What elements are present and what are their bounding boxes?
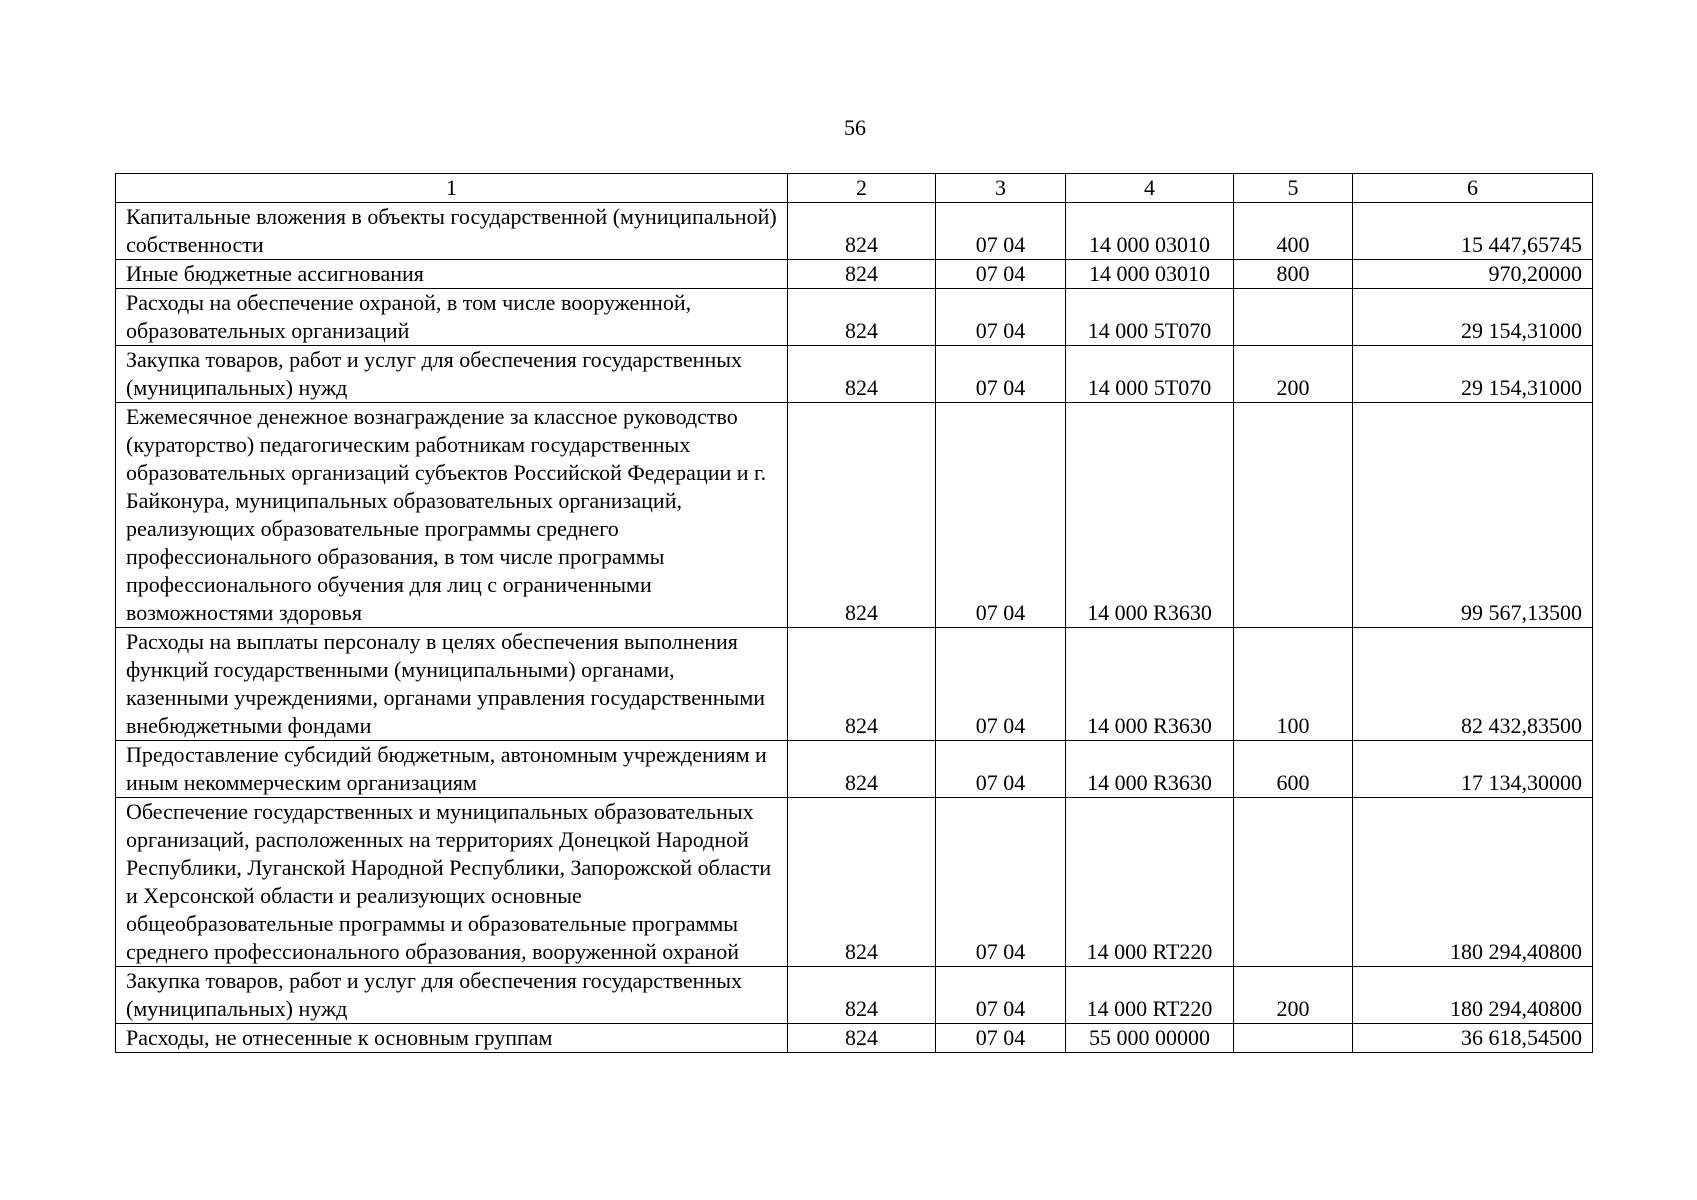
table-row (116, 628, 1593, 741)
row-code-4: 14 000 5Т070 (1066, 346, 1234, 403)
row-code-5: 100 (1234, 628, 1353, 741)
row-code-3: 07 04 (936, 967, 1066, 1024)
row-name: Обеспечение государственных и муниципальных образовательных организаций, расположенных на территориях Донецкой Народной Республики, Луганской Народной Республики, Запорожской области и Херсонской области и реализующих основные общеобразовательные программы и образовательные программы среднего профессионального образования, вооруженной охраной (116, 798, 788, 967)
row-amount: 970,20000 (1353, 260, 1593, 289)
table-header-row (116, 174, 1593, 203)
row-amount: 99 567,13500 (1353, 403, 1593, 628)
row-amount: 180 294,40800 (1353, 967, 1593, 1024)
table-row (116, 403, 1593, 628)
row-code-2: 824 (788, 403, 936, 628)
table-row (116, 203, 1593, 260)
row-code-2: 824 (788, 203, 936, 260)
row-code-5 (1234, 289, 1353, 346)
row-code-4: 55 000 00000 (1066, 1024, 1234, 1053)
table-row (116, 260, 1593, 289)
row-amount: 15 447,65745 (1353, 203, 1593, 260)
row-code-5 (1234, 798, 1353, 967)
row-code-2: 824 (788, 741, 936, 798)
row-code-5 (1234, 403, 1353, 628)
row-code-4: 14 000 R3630 (1066, 741, 1234, 798)
row-code-5: 600 (1234, 741, 1353, 798)
row-code-4: 14 000 5Т070 (1066, 289, 1234, 346)
column-header-2: 2 (788, 174, 936, 203)
row-code-3: 07 04 (936, 403, 1066, 628)
row-code-2: 824 (788, 289, 936, 346)
row-code-5: 200 (1234, 346, 1353, 403)
row-amount: 29 154,31000 (1353, 289, 1593, 346)
row-code-3: 07 04 (936, 260, 1066, 289)
page-number: 56 (844, 115, 866, 140)
row-amount: 82 432,83500 (1353, 628, 1593, 741)
row-code-2: 824 (788, 798, 936, 967)
row-code-3: 07 04 (936, 346, 1066, 403)
row-amount: 36 618,54500 (1353, 1024, 1593, 1053)
row-name: Предоставление субсидий бюджетным, автономным учреждениям и иным некоммерческим организациям (116, 741, 788, 798)
row-name: Расходы на выплаты персоналу в целях обеспечения выполнения функций государственными (муниципальными) органами, казенными учреждениями, органами управления государственными внебюджетными фондами (116, 628, 788, 741)
row-name: Закупка товаров, работ и услуг для обеспечения государственных (муниципальных) нужд (116, 967, 788, 1024)
column-header-3: 3 (936, 174, 1066, 203)
row-name: Ежемесячное денежное вознаграждение за классное руководство (кураторство) педагогическим работникам государственных образовательных организаций субъектов Российской Федерации и г. Байконура, муниципальных образовательных организаций, реализующих образовательные программы среднего профессионального образования, в том числе программы профессионального обучения для лиц с ограниченными возможностями здоровья (116, 403, 788, 628)
table-row (116, 1024, 1593, 1053)
table-row (116, 798, 1593, 967)
row-code-2: 824 (788, 260, 936, 289)
row-code-4: 14 000 03010 (1066, 260, 1234, 289)
row-code-5: 400 (1234, 203, 1353, 260)
row-code-2: 824 (788, 1024, 936, 1053)
row-code-4: 14 000 R3630 (1066, 403, 1234, 628)
row-code-3: 07 04 (936, 289, 1066, 346)
column-header-6: 6 (1353, 174, 1593, 203)
row-code-3: 07 04 (936, 798, 1066, 967)
column-header-1: 1 (116, 174, 788, 203)
column-header-4: 4 (1066, 174, 1234, 203)
row-code-5: 800 (1234, 260, 1353, 289)
row-name: Расходы, не отнесенные к основным группам (116, 1024, 788, 1053)
row-code-3: 07 04 (936, 741, 1066, 798)
row-code-2: 824 (788, 346, 936, 403)
row-code-5 (1234, 1024, 1353, 1053)
row-amount: 29 154,31000 (1353, 346, 1593, 403)
row-code-3: 07 04 (936, 1024, 1066, 1053)
row-name: Закупка товаров, работ и услуг для обеспечения государственных (муниципальных) нужд (116, 346, 788, 403)
row-code-2: 824 (788, 628, 936, 741)
row-code-4: 14 000 RT220 (1066, 798, 1234, 967)
table-row (116, 741, 1593, 798)
row-code-3: 07 04 (936, 203, 1066, 260)
row-code-4: 14 000 RT220 (1066, 967, 1234, 1024)
table-row (116, 289, 1593, 346)
row-code-3: 07 04 (936, 628, 1066, 741)
budget-table (115, 173, 1593, 1053)
table-row (116, 346, 1593, 403)
row-code-5: 200 (1234, 967, 1353, 1024)
column-header-5: 5 (1234, 174, 1353, 203)
row-code-4: 14 000 03010 (1066, 203, 1234, 260)
row-name: Расходы на обеспечение охраной, в том числе вооруженной, образовательных организаций (116, 289, 788, 346)
row-amount: 180 294,40800 (1353, 798, 1593, 967)
row-amount: 17 134,30000 (1353, 741, 1593, 798)
row-name: Капитальные вложения в объекты государственной (муниципальной) собственности (116, 203, 788, 260)
row-name: Иные бюджетные ассигнования (116, 260, 788, 289)
row-code-2: 824 (788, 967, 936, 1024)
row-code-4: 14 000 R3630 (1066, 628, 1234, 741)
table-row (116, 967, 1593, 1024)
